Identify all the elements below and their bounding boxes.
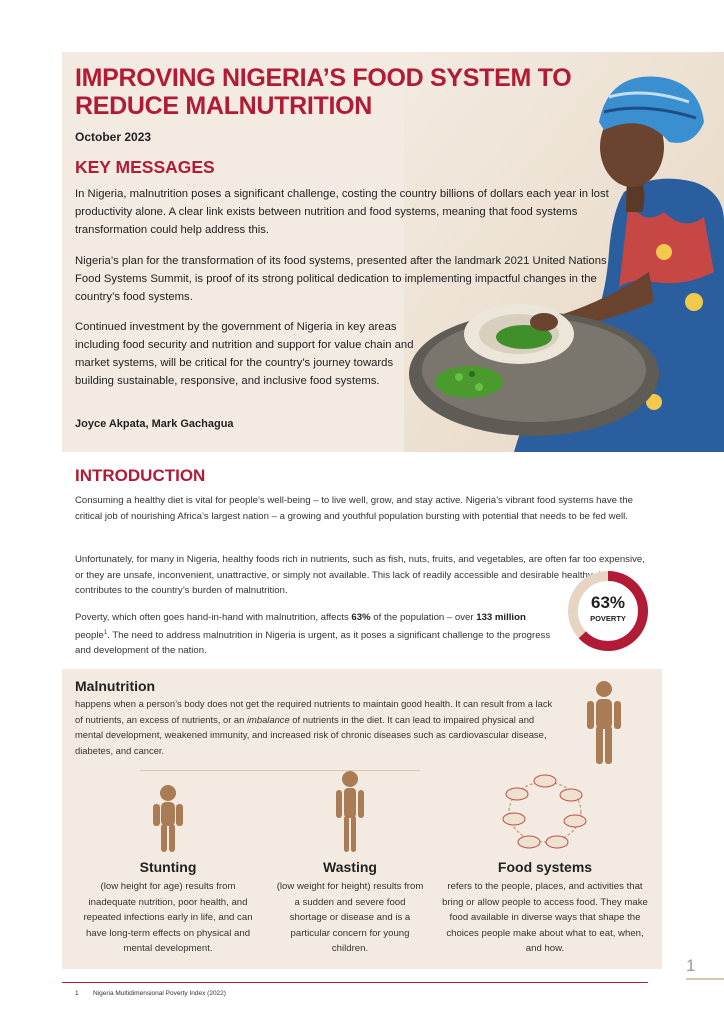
wasting-description: (low weight for height) results from a sudden and severe food shortage or disease and is a particular concern for young children. xyxy=(276,881,424,955)
introduction-heading: INTRODUCTION xyxy=(75,466,206,485)
footnote-text: Nigeria Multidimensional Poverty Index (2022) xyxy=(93,990,226,997)
malnutrition-description: happens when a person’s body does not get the required nutrients to maintain good health. It can result from a lack of nutrients, an excess of nutrients, or an imbalance of nutrients in the diet. It can lead to impaired physical and mental development, weakened immunity, and increased risk of chronic diseases such as cardiovascular disease, diabetes, and cancer. xyxy=(75,698,553,756)
introduction-paragraph: Poverty, which often goes hand-in-hand with malnutrition, affects 63% of the population – over 133 million people$^1$. The need to address malnutrition in Nigeria is urgent, as it poses a significant challenge to the progress and development of the nation. xyxy=(75,612,551,657)
poverty-percentage: 63% xyxy=(590,593,626,612)
food-systems-heading: Food systems xyxy=(497,859,593,875)
person-figure-icon xyxy=(584,680,624,766)
key-messages-panel xyxy=(62,52,724,452)
footnote xyxy=(75,990,226,997)
footnote-divider xyxy=(62,982,648,983)
page-title: IMPROVING NIGERIA’S FOOD SYSTEM TO REDUCE MALNUTRITION xyxy=(75,64,572,120)
wasting-figure-icon xyxy=(333,770,367,854)
wasting-heading: Wasting xyxy=(323,859,377,875)
key-message-paragraph: Nigeria’s plan for the transformation of its food systems, presented after the landmark 2021 United Nations Food Systems Summit, is proof of its strong political dedication to implementing impactful changes in the country’s food systems. xyxy=(75,255,607,303)
stunting-description: (low height for age) results from inadequate nutrition, poor health, and repeated infections early in life, and can have long-term effects on physical and mental development. xyxy=(83,881,253,955)
stunting-heading: Stunting xyxy=(139,859,197,875)
food-system-cycle-icon xyxy=(498,772,592,852)
malnutrition-heading: Malnutrition xyxy=(75,678,156,694)
key-messages-heading: KEY MESSAGES xyxy=(75,157,215,177)
key-message-paragraph: Continued investment by the government of Nigeria in key areas including food security and nutrition and support for value chain and market systems, will be critical for the country’s journey towards building sustainable, responsive, and inclusive food systems. xyxy=(75,321,414,387)
food-systems-description: refers to the people, places, and activities that bring or allow people to access food. They make food available in diverse ways that shape the choices people make about what to eat, when, and how. xyxy=(442,881,648,955)
introduction-paragraph: Consuming a healthy diet is vital for people’s well-being – to live well, grow, and stay active. Nigeria’s vibrant food systems have the critical job of nourishing Africa’s largest nation – a growing and youthful population bursting with potential that needs to be fed well. xyxy=(75,495,633,522)
divider xyxy=(140,770,420,771)
publication-date: October 2023 xyxy=(75,130,152,144)
footnote-number: 1 xyxy=(75,990,79,997)
key-message-paragraph: In Nigeria, malnutrition poses a significant challenge, costing the country billions of dollars each year in lost productivity alone. A clear link exists between nutrition and food systems, meaning that food systems transformation could help address this. xyxy=(75,188,609,236)
introduction-paragraph: Unfortunately, for many in Nigeria, healthy foods rich in nutrients, such as fish, nuts, fruits, and vegetables, are often far too expensive, or they are unsafe, inconvenient, unattractive, or simply not available. This lack of readily accessible and desirable healthy diets contributes to the country’s burden of malnutrition. xyxy=(75,554,645,597)
stunting-figure-icon xyxy=(151,784,185,854)
poverty-label: POVERTY xyxy=(590,614,626,623)
page-number: 1 xyxy=(686,956,696,975)
authors: Joyce Akpata, Mark Gachagua xyxy=(75,418,234,430)
page-number-bar xyxy=(686,978,724,980)
